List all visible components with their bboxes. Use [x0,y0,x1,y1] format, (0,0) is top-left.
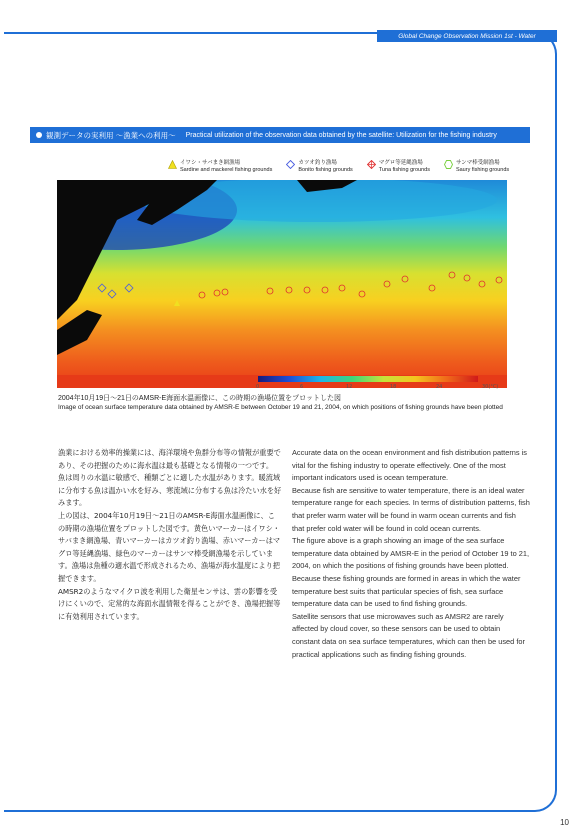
paragraph-en: The figure above is a graph showing an image of the sea surface temperature data obtained by AMSR-E in the period of October 19 to 21, 2004, on which the positions of fishing grounds have been plotted. Because these fishing grounds are formed in areas in which the water temperature best suits that particular species of fish, sea surface temperature data can be used to find fishing grounds. [292,536,530,609]
sst-map-image [57,180,507,388]
legend-label-en: Tuna fishing grounds [378,167,430,173]
legend-label-en: Bonito fishing grounds [298,167,353,173]
map-legend [168,160,528,182]
legend-item-saury [444,160,509,182]
paragraph-en: Satellite sensors that use microwaves such as AMSR2 are rarely affected by cloud cover, so these sensors can be used to obtain constant data on sea surface temperatures, which can then be used for practical applications such as finding fishing grounds. [292,611,525,659]
colorbar-tick: 12 [346,384,353,390]
figure-caption [58,395,518,412]
page-frame [4,32,557,812]
hexagon-marker-icon [444,160,453,169]
diamond-marker-icon [286,160,295,169]
colorbar-tick: 24 [436,384,443,390]
legend-label-jp: サンマ棒受網漁場 [455,160,500,166]
colorbar-tick: 0 [256,384,260,390]
paragraph-en: Accurate data on the ocean environment and fish distribution patterns is vital for the fishing industry to operate effectively. One of the most important indicators used is ocean temperature. [292,448,527,483]
legend-label-jp: マグロ等延縄漁場 [378,160,423,166]
paragraph-jp: 魚は周りの水温に敏感で、種類ごとに適した水温があります。暖流域に分布する魚は温かい水を好み、寒流域に分布する魚は冷たい水を好みます。 [58,473,282,508]
colorbar-tick: 6 [300,384,304,390]
legend-item-tuna [367,160,430,182]
paragraph-en: Because fish are sensitive to water temperature, there is an ideal water temperature range for each species. In terms of distribution patterns, fish that prefer warm water will be found in warm ocean currents and fish that prefer cold water will be found in cold ocean currents. [292,485,530,533]
legend-label-en: Saury fishing grounds [455,167,510,173]
colorbar-ticks [254,384,514,392]
paragraph-jp: 漁業における効率的操業には、海洋環境や魚群分布等の情報が重要であり、その把握のために海水温は最も基礎となる情報の一つです。 [58,448,281,470]
page-number: 10 [560,818,569,827]
body-english [292,447,530,661]
colorbar-tick: 30(°C) [482,384,499,390]
caption-jp: 2004年10月19日〜21日のAMSR-E海面水温画像に、この時期の漁場位置をプロットした図 [58,395,342,402]
triangle-marker-icon [168,160,177,169]
caption-en: Image of ocean surface temperature data obtained by AMSR-E between October 19 and 21, 2004, on which positions of fishing grounds have been plotted [58,403,503,411]
cross-diamond-marker-icon [367,160,376,169]
legend-label-jp: イワシ・サバまき網漁場 [180,160,241,166]
section-title-en: Practical utilization of the observation data obtained by the satellite: Utilization for the fishing industry [185,131,497,139]
body-japanese [58,447,282,623]
sea-surface-temperature-map [57,180,507,388]
legend-item-bonito [286,160,352,182]
bullet-icon [36,132,42,138]
legend-label-en: Sardine and mackerel fishing grounds [180,167,273,173]
header-title: Global Change Observation Mission 1st - Water [377,30,557,42]
temperature-colorbar [258,376,478,382]
section-title-jp: 観測データの実利用 〜漁業への利用〜 [46,130,176,140]
paragraph-jp: AMSR2のようなマイクロ波を利用した衛星センサは、雲の影響を受けにくいので、定常的な海面水温情報を得ることができ、漁場把握等に有効利用されています。 [58,586,281,621]
colorbar-tick: 18 [390,384,397,390]
paragraph-jp: 上の図は、2004年10月19日〜21日のAMSR-E海面水温画像に、この時期の漁場位置をプロットした図です。黄色いマーカーはイワシ・サバまき網漁場、青いマーカーはカツオ釣り漁場、赤いマーカーはマグロ等延縄漁場、緑色のマーカーはサンマ棒受網漁場を示しています。漁場は魚種の適水温で形成されるため、漁場が海水温度により把握できます。 [58,510,281,583]
legend-label-jp: カツオ釣り漁場 [298,160,337,166]
legend-item-sardine [168,160,272,182]
section-title-bar [30,127,530,143]
